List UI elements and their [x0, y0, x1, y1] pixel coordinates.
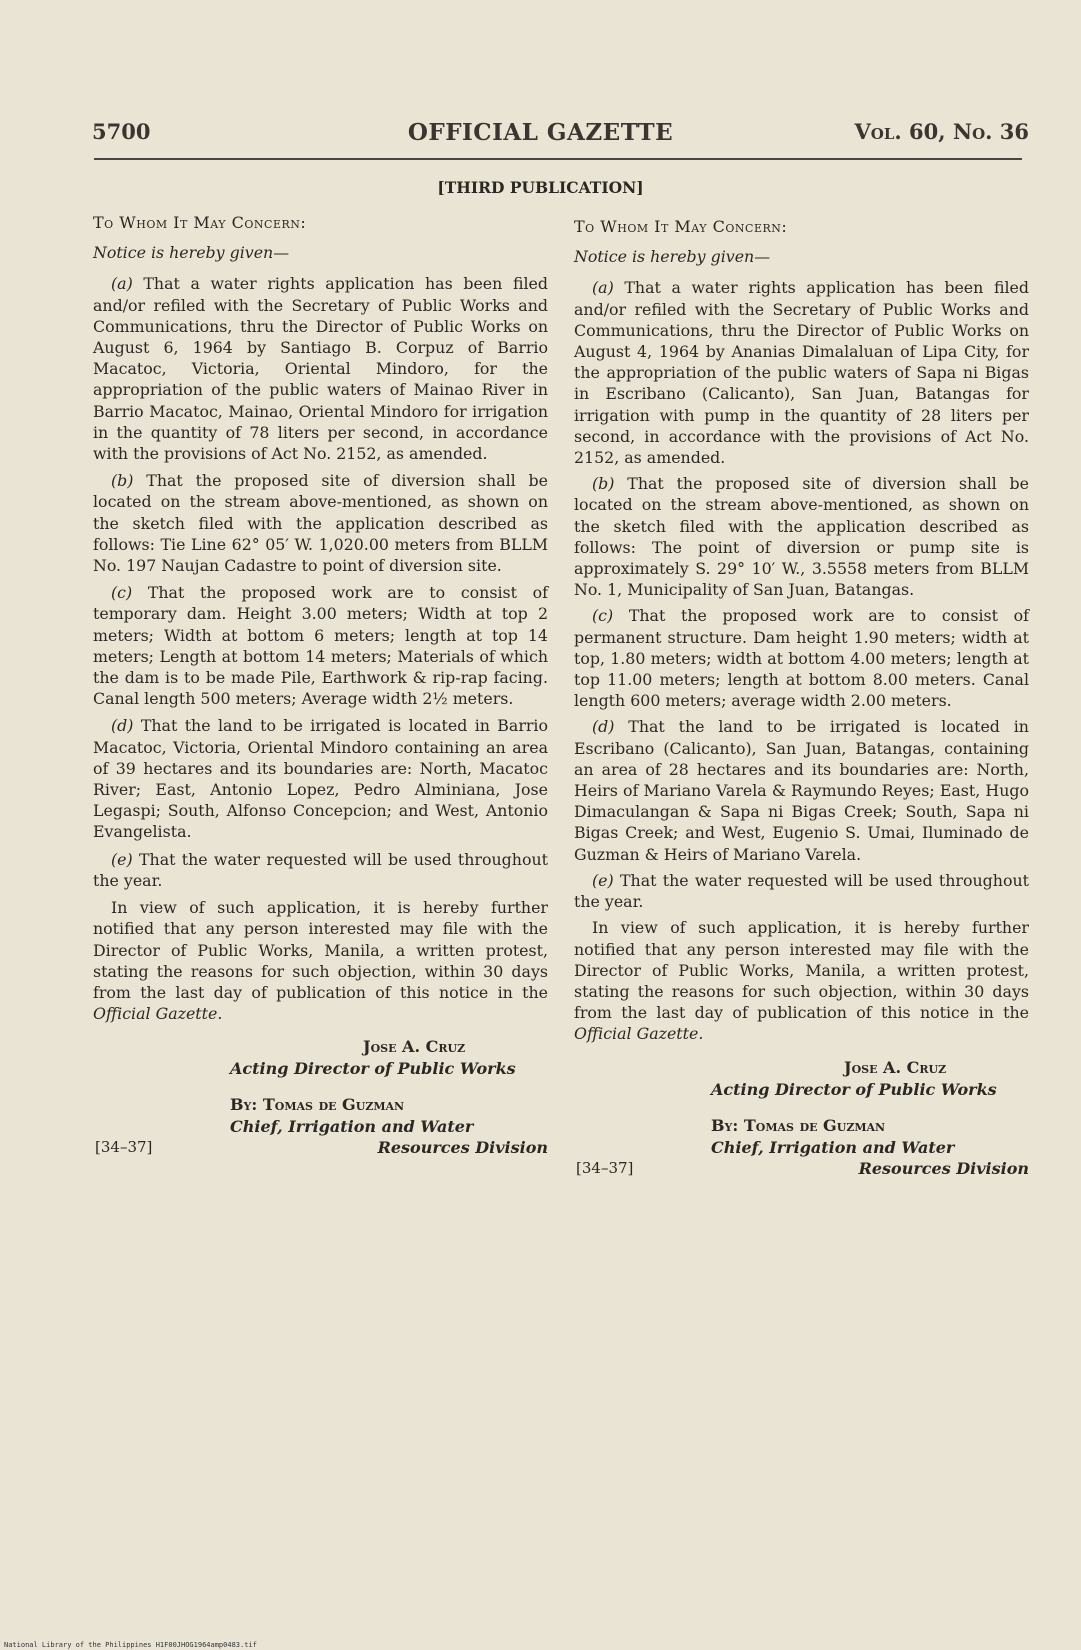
signatory-title: Acting Director of Public Works — [711, 1079, 997, 1099]
publication-tag: [THIRD PUBLICATION] — [437, 178, 644, 197]
signatory-chief-line2: Resources Division — [858, 1158, 1029, 1178]
paragraph-b — [93, 470, 548, 576]
notice-left — [93, 212, 548, 1186]
paragraph-label: (e) — [111, 849, 133, 869]
paragraph-text: That the proposed work are to consist of temporary dam. Height 3.00 meters; Width at top 2 meters; Width at bottom 6 meters; length at top 14 meters; Length at bottom 14 meters; Materials of which the dam is to be made Pile, Earthwork & rip-rap facing. Canal length 500 meters; Average width 2½ meters. — [93, 583, 548, 709]
closing-paragraph — [574, 917, 1029, 1044]
salutation: To Whom It May Concern: — [93, 213, 307, 232]
paragraph-label: (b) — [111, 471, 134, 491]
paragraph-text: That a water rights application has been filed and/or refiled with the Secretary of Public Works and Communications, thru the Director of Public Works on August 6, 1964 by Santiago B. Corpuz of Barrio Macatoc, Victoria, Oriental Mindoro, for the appropriation of the public waters of Mainao River in Barrio Macatoc, Mainao, Oriental Mindoro for irrigation in the quantity of 78 liters per second, in accordance with the provisions of Act No. 2152, as amended. — [93, 274, 548, 464]
paragraph-a — [574, 277, 1029, 468]
signature-block — [93, 1036, 548, 1186]
paragraph-e — [93, 849, 548, 891]
paragraph-text: That the proposed work are to consist of permanent structure. Dam height 1.90 meters; width at top, 1.80 meters; width at bottom 4.00 meters; length at top 11.00 meters; length at bottom 8.00 meters. Canal length 600 meters; average width 2.00 meters. — [574, 606, 1029, 711]
paragraph-label: (e) — [592, 870, 614, 890]
salutation: To Whom It May Concern: — [574, 217, 788, 236]
signature-block — [574, 1057, 1029, 1207]
paragraph-text: That the water requested will be used throughout the year. — [93, 849, 548, 890]
paragraph-a — [93, 273, 548, 464]
signatory-chief-line1: Chief, Irrigation and Water — [711, 1137, 955, 1157]
signatory-by: By: Tomas de Guzman — [711, 1115, 886, 1135]
notice-intro: Notice is hereby given— — [574, 247, 771, 267]
notice-intro: Notice is hereby given— — [93, 243, 290, 263]
issue-reference: [34–37] — [576, 1158, 634, 1177]
paragraph-text: That the land to be irrigated is located in Barrio Macatoc, Victoria, Oriental Mindoro containing an area of 39 hectares and its boundaries are: North, Macatoc River; East, Antonio Lopez, Pedro Alminiana, Jose Legaspi; South, Alfonso Concepcion; and West, Antonio Evangelista. — [93, 716, 548, 842]
notice-right — [574, 216, 1029, 1207]
paragraph-text: That a water rights application has been filed and/or refiled with the Secretary of Public Works and Communications, thru the Director of Public Works on August 4, 1964 by Ananias Dimalaluan of Lipa City, for the appropriation of the public waters of Sapa ni Bigas in Escribano (Calicanto), San Juan, Batangas for irrigation with pump in the quantity of 28 liters per second, in accordance with the provisions of Act No. 2152, as amended. — [574, 278, 1029, 468]
scan-footer: National Library of the Philippines H1F00JHOG1964amp0483.tif — [4, 1641, 257, 1649]
signatory-name: Jose A. Cruz — [844, 1057, 947, 1077]
closing-paragraph — [93, 897, 548, 1024]
paragraph-label: (a) — [111, 274, 133, 294]
header-rule — [94, 158, 1022, 160]
gazette-name: Official Gazette. — [574, 1024, 704, 1044]
paragraph-c — [93, 582, 548, 709]
paragraph-d — [574, 716, 1029, 864]
gazette-name: Official Gazette. — [93, 1004, 223, 1024]
paragraph-label: (d) — [111, 716, 134, 736]
publication-title: OFFICIAL GAZETTE — [407, 119, 674, 146]
paragraph-label: (d) — [592, 717, 615, 737]
closing-text: In view of such application, it is hereby further notified that any person interested may file with the Director of Public Works, Manila, a written protest, stating the reasons for such objection, within 30 days from the last day of publication of this notice in the — [93, 898, 548, 1002]
paragraph-label: (c) — [111, 583, 133, 603]
issue-reference: [34–37] — [95, 1138, 153, 1157]
closing-text: In view of such application, it is hereby further notified that any person interested may file with the Director of Public Works, Manila, a written protest, stating the reasons for such objection, within 30 days from the last day of publication of this notice in the — [574, 918, 1029, 1023]
paragraph-text: That the proposed site of diversion shall be located on the stream above-mentioned, as shown on the sketch filed with the application described as follows: The point of diversion or pump site is approximately S. 29° 10′ W., 3.5558 meters from BLLM No. 1, Municipality of San Juan, Batangas. — [574, 474, 1030, 600]
signatory-chief-line1: Chief, Irrigation and Water — [230, 1117, 474, 1137]
paragraph-e — [574, 870, 1029, 912]
signatory-name: Jose A. Cruz — [363, 1037, 466, 1057]
paragraph-text: That the proposed site of diversion shall be located on the stream above-mentioned, as shown on the sketch filed with the application described as follows: Tie Line 62° 05′ W. 1,020.00 meters from BLLM No. 197 Naujan Cadastre to point of diversion site. — [93, 471, 549, 576]
paragraph-c — [574, 605, 1029, 711]
signatory-chief-line2: Resources Division — [377, 1138, 548, 1158]
signatory-title: Acting Director of Public Works — [230, 1059, 516, 1079]
volume-number: Vol. 60, No. 36 — [854, 119, 1029, 144]
paragraph-text: That the land to be irrigated is located in Escribano (Calicanto), San Juan, Batangas, containing an area of 28 hectares and its boundaries are: North, Heirs of Mariano Varela & Raymundo Reyes; East, Hugo Dimaculangan & Sapa ni Bigas Creek; South, Sapa ni Bigas Creek; and West, Eugenio S. Umai, Iluminado de Guzman & Heirs of Mariano Varela. — [574, 717, 1029, 864]
paragraph-text: That the water requested will be used throughout the year. — [574, 870, 1029, 912]
paragraph-label: (a) — [592, 278, 614, 298]
paragraph-b — [574, 473, 1029, 600]
paragraph-label: (b) — [592, 474, 615, 494]
paragraph-label: (c) — [592, 606, 614, 626]
signatory-by: By: Tomas de Guzman — [230, 1095, 405, 1115]
page-number: 5700 — [92, 119, 151, 144]
paragraph-d — [93, 715, 548, 842]
